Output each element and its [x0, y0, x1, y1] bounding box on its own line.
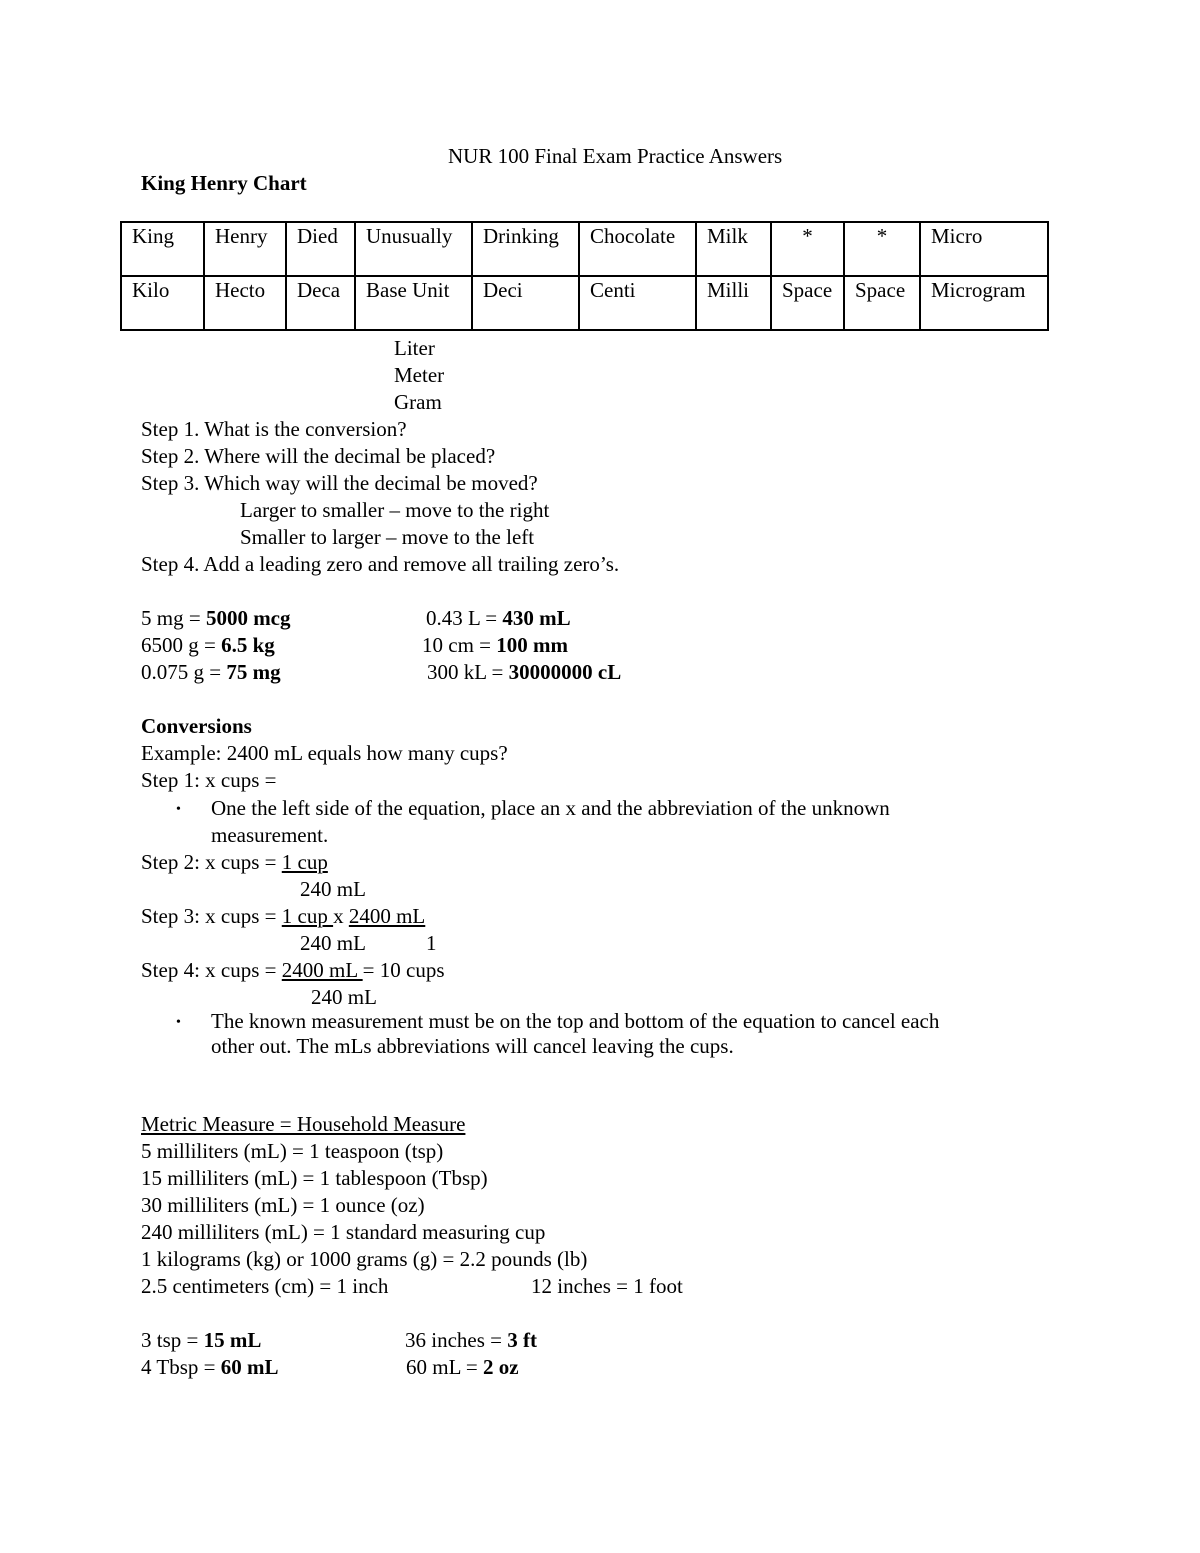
mnemonic-row — [121, 222, 1048, 276]
step-3-rule-left: Smaller to larger – move to the left — [240, 525, 535, 549]
household-line: 240 milliliters (mL) = 1 standard measuring cup — [141, 1220, 546, 1244]
table-cell: Space — [771, 276, 844, 330]
table-cell: Kilo — [121, 276, 204, 330]
bullet-text: measurement. — [211, 823, 329, 847]
table-cell: Micro — [920, 222, 1048, 276]
table-cell: Drinking — [472, 222, 579, 276]
table-cell: Chocolate — [579, 222, 696, 276]
household-heading: Metric Measure = Household Measure — [141, 1112, 466, 1136]
fraction-denominator: 240 mL — [300, 931, 366, 955]
base-unit-gram: Gram — [394, 390, 442, 414]
conversions-heading: Conversions — [141, 714, 252, 738]
household-example: 4 Tbsp = 60 mL — [141, 1355, 279, 1379]
table-cell: Milli — [696, 276, 771, 330]
step-3: Step 3. Which way will the decimal be moved? — [141, 471, 538, 495]
metric-example: 6500 g = 6.5 kg — [141, 633, 275, 657]
household-example: 60 mL = 2 oz — [406, 1355, 519, 1379]
bullet-icon: • — [176, 802, 181, 817]
household-line: 2.5 centimeters (cm) = 1 inch — [141, 1274, 389, 1298]
step-1: Step 1. What is the conversion? — [141, 417, 407, 441]
table-cell: * — [771, 222, 844, 276]
household-example: 36 inches = 3 ft — [405, 1328, 537, 1352]
table-cell: Space — [844, 276, 920, 330]
table-cell: Microgram — [920, 276, 1048, 330]
household-line: 30 milliliters (mL) = 1 ounce (oz) — [141, 1193, 425, 1217]
table-cell: Milk — [696, 222, 771, 276]
table-cell: Deci — [472, 276, 579, 330]
fraction-denominator: 240 mL — [311, 985, 377, 1009]
metric-example: 10 cm = 100 mm — [422, 633, 568, 657]
step-3-rule-right: Larger to smaller – move to the right — [240, 498, 550, 522]
household-line: 15 milliliters (mL) = 1 tablespoon (Tbsp) — [141, 1166, 488, 1190]
base-unit-liter: Liter — [394, 336, 435, 360]
household-line: 12 inches = 1 foot — [531, 1274, 683, 1298]
metric-example: 0.075 g = 75 mg — [141, 660, 281, 684]
conversion-step-3: Step 3: x cups = 1 cup x 2400 mL — [141, 904, 426, 928]
household-example: 3 tsp = 15 mL — [141, 1328, 262, 1352]
base-unit-meter: Meter — [394, 363, 445, 387]
bullet-text: The known measurement must be on the top and bottom of the equation to cancel each — [211, 1009, 940, 1033]
conversion-step-2: Step 2: x cups = 1 cup — [141, 850, 328, 874]
king-henry-heading: King Henry Chart — [141, 171, 307, 195]
bullet-text: other out. The mLs abbreviations will cancel leaving the cups. — [211, 1034, 734, 1058]
household-line: 1 kilograms (kg) or 1000 grams (g) = 2.2 pounds (lb) — [141, 1247, 588, 1271]
table-cell: Unusually — [355, 222, 472, 276]
metric-example: 0.43 L = 430 mL — [426, 606, 571, 630]
table-cell: Centi — [579, 276, 696, 330]
bullet-text: One the left side of the equation, place an x and the abbreviation of the unknown — [211, 796, 890, 820]
bullet-icon: • — [176, 1015, 181, 1030]
table-cell: Base Unit — [355, 276, 472, 330]
metric-example: 5 mg = 5000 mcg — [141, 606, 291, 630]
prefix-row — [121, 276, 1048, 330]
page-title: NUR 100 Final Exam Practice Answers — [448, 144, 783, 168]
table-cell: Henry — [204, 222, 286, 276]
conversion-step-4: Step 4: x cups = 2400 mL = 10 cups — [141, 958, 445, 982]
table-cell: * — [844, 222, 920, 276]
fraction-denominator: 1 — [426, 931, 437, 955]
table-cell: King — [121, 222, 204, 276]
table-cell: Hecto — [204, 276, 286, 330]
step-4: Step 4. Add a leading zero and remove all trailing zero’s. — [141, 552, 620, 576]
conversion-step-1: Step 1: x cups = — [141, 768, 277, 792]
metric-example: 300 kL = 30000000 cL — [427, 660, 622, 684]
table-cell: Died — [286, 222, 355, 276]
step-2: Step 2. Where will the decimal be placed? — [141, 444, 496, 468]
fraction-denominator: 240 mL — [300, 877, 366, 901]
household-line: 5 milliliters (mL) = 1 teaspoon (tsp) — [141, 1139, 444, 1163]
table-cell: Deca — [286, 276, 355, 330]
king-henry-table — [120, 221, 1049, 331]
conversion-example: Example: 2400 mL equals how many cups? — [141, 741, 508, 765]
